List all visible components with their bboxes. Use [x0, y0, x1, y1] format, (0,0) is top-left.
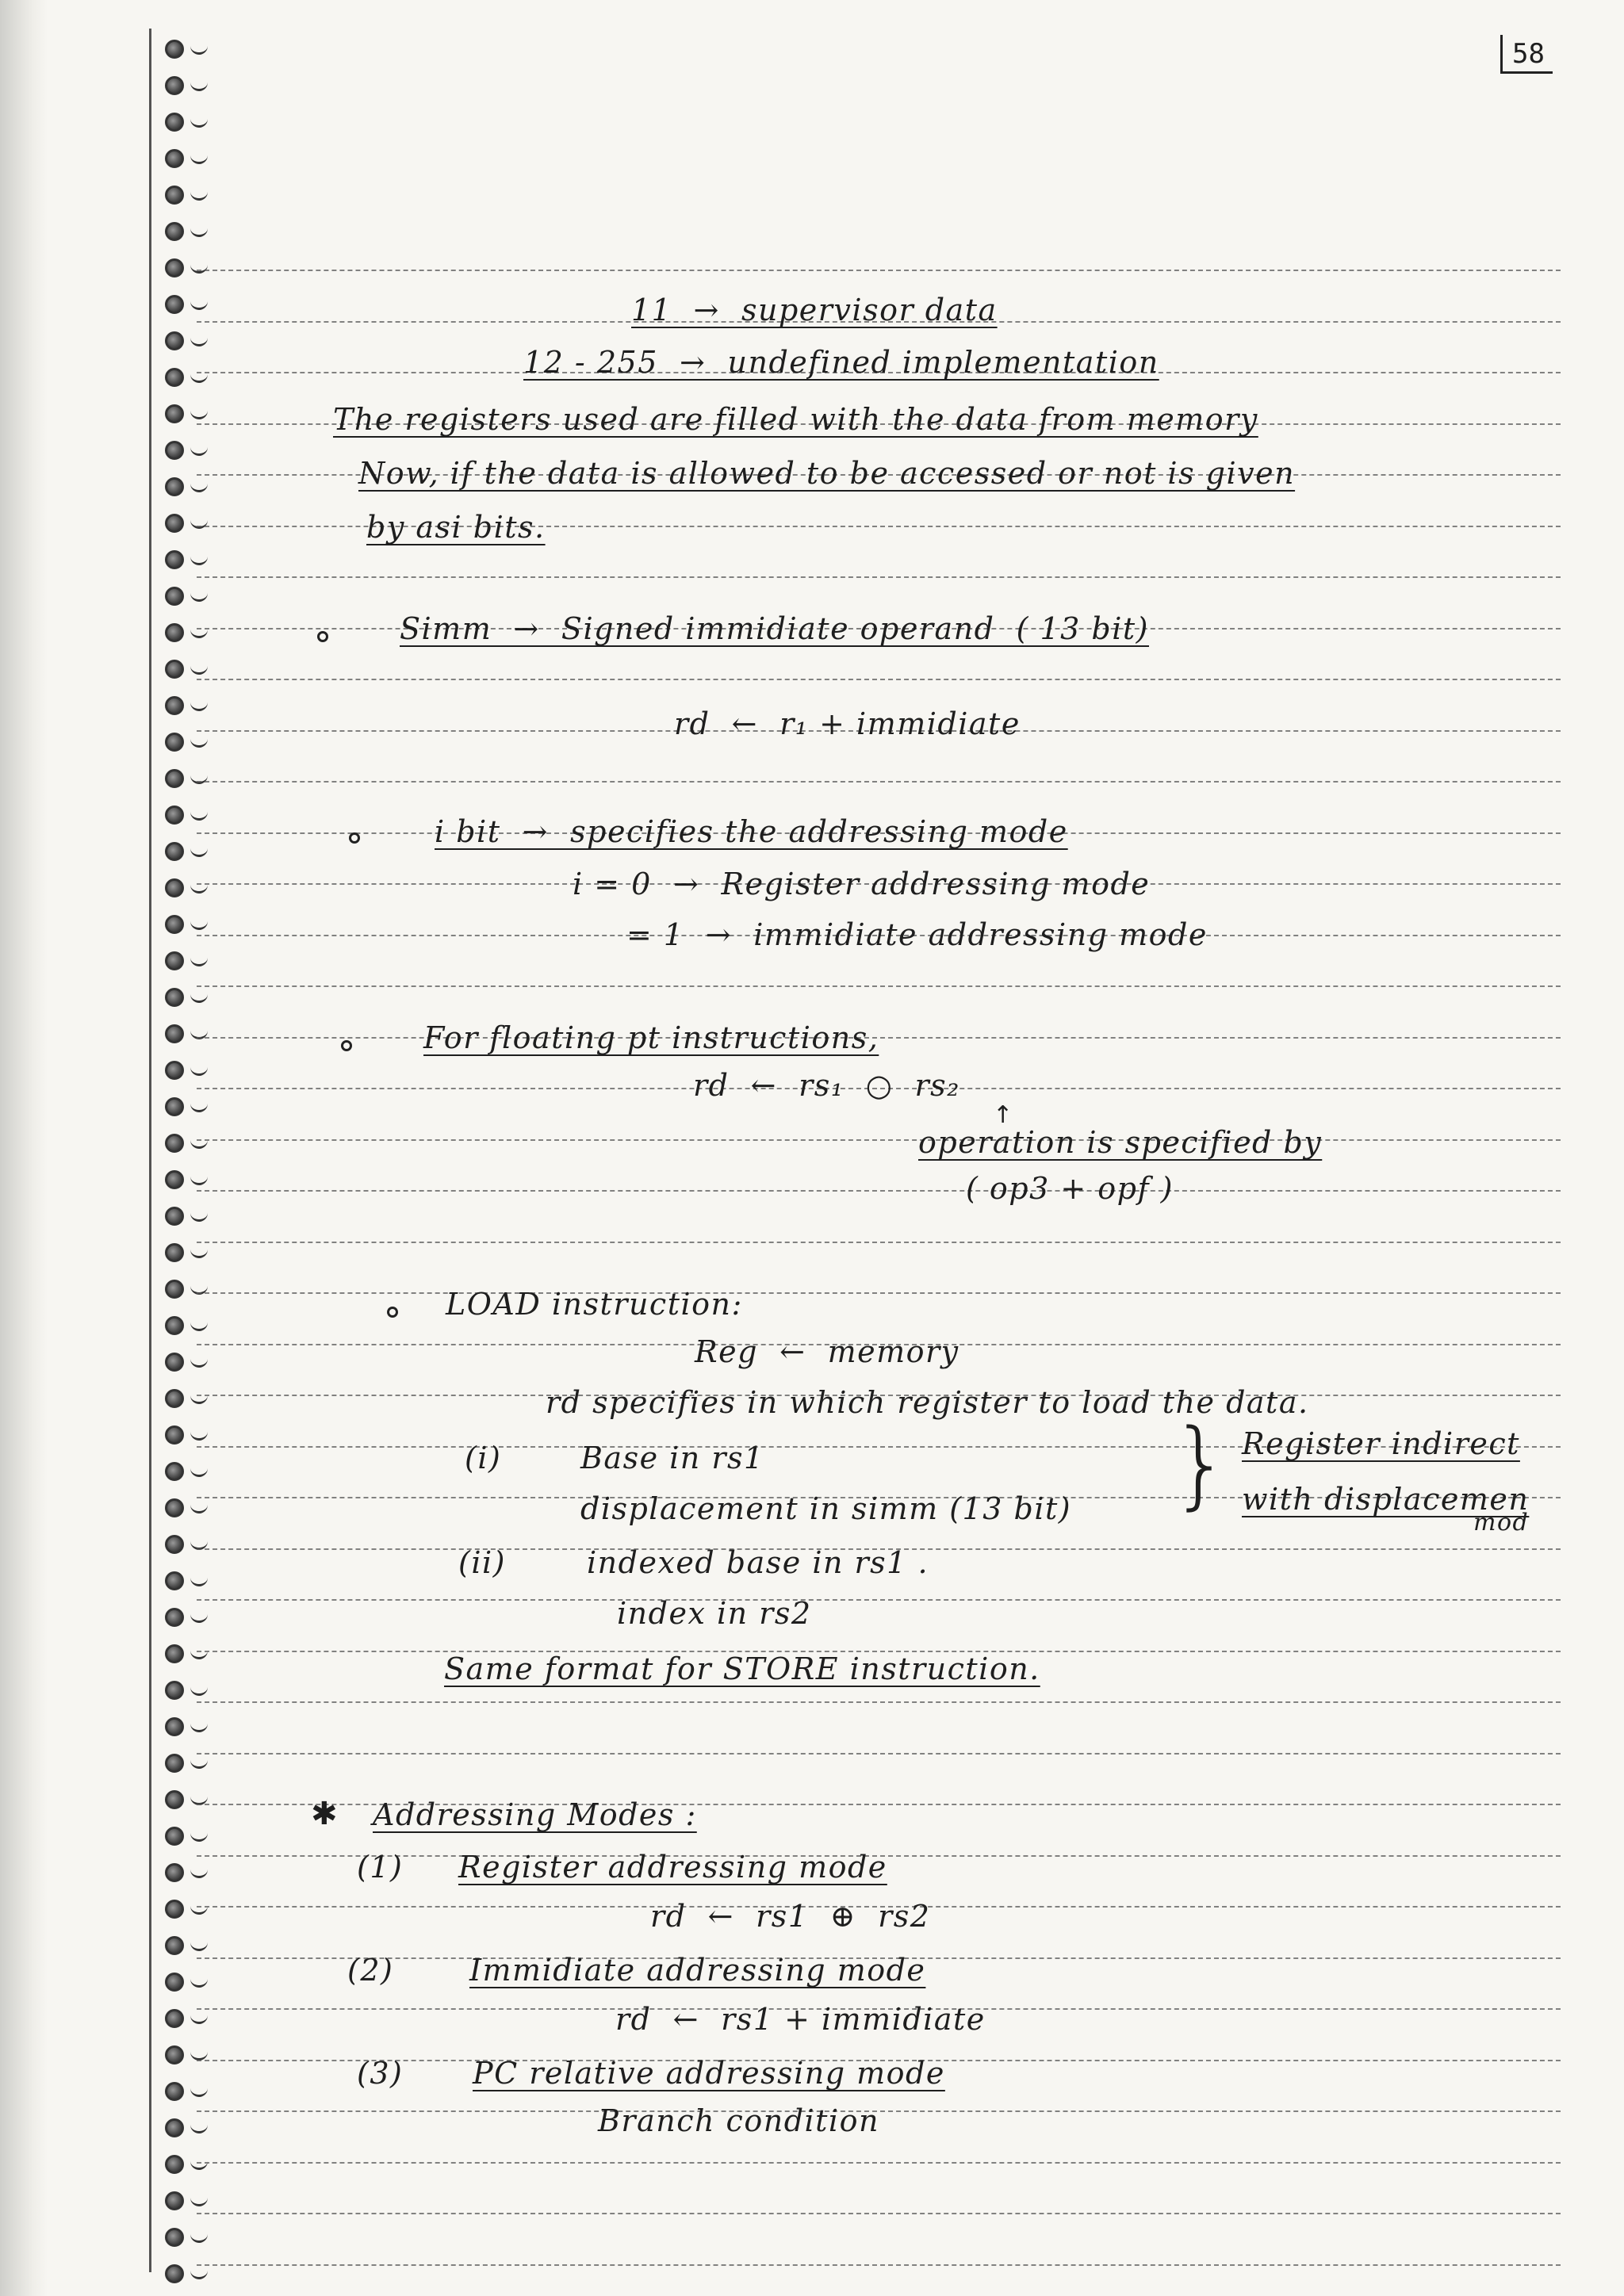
binder-ring-tail: [190, 847, 208, 857]
binder-ring-tail: [190, 993, 208, 1003]
am3-label: (3): [357, 2056, 404, 2091]
addressing-modes-title: Addressing Modes :: [373, 1797, 697, 1832]
binder-ring-tail: [190, 1503, 208, 1513]
binder-ring-tail: [190, 1831, 208, 1842]
ruled-line: [197, 576, 1561, 578]
simm-line: Simm → Signed immidiate operand ( 13 bit): [400, 611, 1150, 646]
binder-ring: [165, 1134, 184, 1153]
am2-line: Immidiate addressing mode: [469, 1953, 926, 1988]
binder-ring-tail: [190, 263, 208, 274]
margin-line: [149, 29, 151, 2272]
bullet-fp: [341, 1040, 352, 1051]
am1-label: (1): [357, 1850, 404, 1885]
load-i-label: (i): [465, 1441, 502, 1475]
binder-ring-tail: [190, 1941, 208, 1951]
load-i-base: Base in rs1: [580, 1441, 764, 1475]
binder-ring-tail: [190, 2087, 208, 2097]
fp-formula: rd ← rs₁ ○ rs₂: [693, 1068, 960, 1103]
binder-ring: [165, 769, 184, 788]
binder-ring: [165, 806, 184, 825]
binder-ring: [165, 2045, 184, 2064]
binder-ring: [165, 878, 184, 897]
binder-ring-tail: [190, 81, 208, 91]
binder-ring: [165, 1681, 184, 1700]
star-icon: ✱: [311, 1796, 338, 1832]
binder-ring: [165, 1717, 184, 1736]
am3-branch-line: Branch condition: [598, 2103, 879, 2138]
binder-ring-tail: [190, 1211, 208, 1222]
load-ii-label: (ii): [458, 1545, 506, 1580]
binder-ring-tail: [190, 956, 208, 966]
binder-ring: [165, 1462, 184, 1481]
binder-ring-tail: [190, 701, 208, 711]
binder-ring: [165, 2082, 184, 2101]
asi-12-255-line: 12 - 255 → undefined implementation: [523, 345, 1159, 380]
binder-ring-tail: [190, 2269, 208, 2279]
binder-ring: [165, 514, 184, 533]
binder-ring: [165, 113, 184, 132]
registers-filled-line: The registers used are filled with the data from memory: [333, 402, 1258, 437]
by-asi-line: by asi bits.: [366, 510, 546, 545]
binder-ring: [165, 1024, 184, 1043]
binder-ring: [165, 550, 184, 569]
am2-formula: rd ← rs1 + immidiate: [615, 2002, 986, 2037]
ruled-line: [197, 2213, 1561, 2214]
binder-ring: [165, 1827, 184, 1846]
am1-line: Register addressing mode: [458, 1850, 887, 1885]
binder-ring-tail: [190, 1758, 208, 1769]
ruled-line: [197, 985, 1561, 987]
binder-ring-tail: [190, 774, 208, 784]
binder-ring-tail: [190, 482, 208, 492]
binder-ring-tail: [190, 1722, 208, 1732]
binder-ring: [165, 186, 184, 205]
ruled-line: [197, 679, 1561, 680]
binder-ring: [165, 1353, 184, 1372]
ruled-line: [197, 1599, 1561, 1601]
fp-opcodes-line: ( op3 + opf ): [966, 1171, 1174, 1206]
binder-ring-tail: [190, 737, 208, 748]
binder-ring-tail: [190, 154, 208, 164]
load-title: LOAD instruction:: [446, 1287, 743, 1322]
ruled-line: [197, 1190, 1561, 1192]
binder-ring-tail: [190, 2233, 208, 2243]
binder-ring: [165, 1973, 184, 1992]
bullet-simm: [317, 631, 328, 642]
ruled-line: [197, 1292, 1561, 1294]
load-ii-base: indexed base in rs1 .: [587, 1545, 929, 1580]
binder-ring: [165, 1608, 184, 1627]
binder-ring: [165, 1936, 184, 1955]
i0-line: i = 0 → Register addressing mode: [573, 867, 1151, 901]
binder-ring: [165, 1280, 184, 1299]
binder-ring: [165, 1097, 184, 1116]
binder-ring: [165, 2191, 184, 2210]
binder-ring-tail: [190, 1066, 208, 1076]
store-line: Same format for STORE instruction.: [444, 1651, 1040, 1686]
right-brace: }: [1170, 1410, 1231, 1520]
binder-ring-tail: [190, 44, 208, 55]
simm-formula: rd ← r₁ + immidiate: [674, 706, 1021, 741]
binder-ring: [165, 623, 184, 642]
binder-ring-tail: [190, 300, 208, 310]
now-if-line: Now, if the data is allowed to be accessed or not is given: [358, 456, 1296, 491]
binder-ring: [165, 1644, 184, 1663]
binder-ring-tail: [190, 409, 208, 419]
binder-ring-tail: [190, 446, 208, 456]
binder-ring: [165, 2264, 184, 2283]
binder-ring-tail: [190, 227, 208, 237]
binder-ring: [165, 1754, 184, 1773]
load-i-disp: displacement in simm (13 bit): [580, 1491, 1072, 1526]
binder-ring: [165, 1061, 184, 1080]
binder-ring: [165, 1170, 184, 1189]
binder-ring-tail: [190, 1175, 208, 1185]
binder-ring: [165, 1790, 184, 1809]
binder-ring-tail: [190, 336, 208, 346]
am3-line: PC relative addressing mode: [473, 2056, 945, 2091]
binder-ring-tail: [190, 810, 208, 821]
binding-shadow: [0, 0, 48, 2296]
ruled-line: [197, 270, 1561, 271]
binder-ring-tail: [190, 519, 208, 529]
binder-ring: [165, 842, 184, 861]
binder-ring: [165, 76, 184, 95]
binder-ring-tail: [190, 117, 208, 128]
binder-ring: [165, 915, 184, 934]
binder-ring-tail: [190, 1321, 208, 1331]
binder-ring-tail: [190, 1868, 208, 1878]
load-i-note-1: Register indirect: [1242, 1426, 1520, 1461]
binder-ring-tail: [190, 1977, 208, 1988]
ruled-line: [197, 1242, 1561, 1243]
load-rd-line: rd specifies in which register to load the data.: [546, 1385, 1309, 1420]
binder-ring: [165, 1571, 184, 1590]
binder-ring: [165, 1535, 184, 1554]
binder-ring-tail: [190, 1613, 208, 1623]
binder-ring-tail: [190, 1248, 208, 1258]
binder-ring-tail: [190, 664, 208, 675]
binder-ring: [165, 1498, 184, 1517]
binder-ring: [165, 1863, 184, 1882]
binder-ring: [165, 1207, 184, 1226]
binder-ring-tail: [190, 555, 208, 565]
binder-ring: [165, 1316, 184, 1335]
load-i-note-3: mod: [1473, 1509, 1530, 1536]
fp-intro-line: For floating pt instructions,: [423, 1020, 879, 1055]
binder-ring: [165, 404, 184, 423]
binder-ring: [165, 368, 184, 387]
ruled-line: [197, 1701, 1561, 1703]
load-formula: Reg ← memory: [695, 1334, 959, 1369]
binder-ring: [165, 1243, 184, 1262]
binder-ring: [165, 40, 184, 59]
ibit-line: i bit → specifies the addressing mode: [435, 814, 1068, 849]
binder-ring: [165, 2118, 184, 2137]
bullet-load: [387, 1307, 398, 1318]
binder-ring: [165, 696, 184, 715]
page-number: 58: [1500, 35, 1553, 74]
am1-formula: rd ← rs1 ⊕ rs2: [650, 1899, 931, 1934]
binder-ring: [165, 222, 184, 241]
load-ii-index: index in rs2: [617, 1596, 812, 1631]
binder-ring: [165, 733, 184, 752]
binder-ring-tail: [190, 2123, 208, 2133]
binder-ring: [165, 477, 184, 496]
binder-ring-tail: [190, 920, 208, 930]
binder-ring: [165, 1900, 184, 1919]
binder-ring-tail: [190, 1102, 208, 1112]
am2-label: (2): [347, 1953, 394, 1988]
up-arrow-icon: ↑: [993, 1101, 1013, 1129]
binder-ring: [165, 2009, 184, 2028]
binder-ring: [165, 660, 184, 679]
binder-ring: [165, 988, 184, 1007]
binder-ring: [165, 295, 184, 314]
binder-ring: [165, 441, 184, 460]
binder-ring: [165, 331, 184, 350]
ruled-line: [197, 1753, 1561, 1755]
bullet-ibit: [349, 832, 360, 844]
binder-ring: [165, 587, 184, 606]
binder-ring: [165, 258, 184, 277]
binder-ring-tail: [190, 2196, 208, 2206]
binder-ring-tail: [190, 190, 208, 201]
binder-ring: [165, 1389, 184, 1408]
ruled-line: [197, 781, 1561, 783]
binder-ring-tail: [190, 373, 208, 383]
binder-ring-tail: [190, 1686, 208, 1696]
ruled-line: [197, 2264, 1561, 2266]
asi-11-line: 11 → supervisor data: [631, 293, 998, 327]
binder-ring-tail: [190, 1576, 208, 1586]
binder-ring: [165, 1425, 184, 1445]
binder-ring: [165, 2155, 184, 2174]
binder-ring: [165, 951, 184, 970]
binder-ring-tail: [190, 2160, 208, 2170]
binder-ring-tail: [190, 1467, 208, 1477]
fp-operation-line: operation is specified by: [918, 1125, 1323, 1160]
binder-ring-tail: [190, 1430, 208, 1441]
ruled-line: [197, 1139, 1561, 1141]
ruled-line: [197, 2162, 1561, 2164]
binder-ring-tail: [190, 591, 208, 602]
i1-line: = 1 → immidiate addressing mode: [626, 917, 1208, 952]
binder-ring-tail: [190, 2014, 208, 2024]
load-i-note-2: with displacemen: [1242, 1482, 1530, 1517]
binder-ring-tail: [190, 1357, 208, 1368]
binder-ring: [165, 2228, 184, 2247]
binder-ring: [165, 149, 184, 168]
